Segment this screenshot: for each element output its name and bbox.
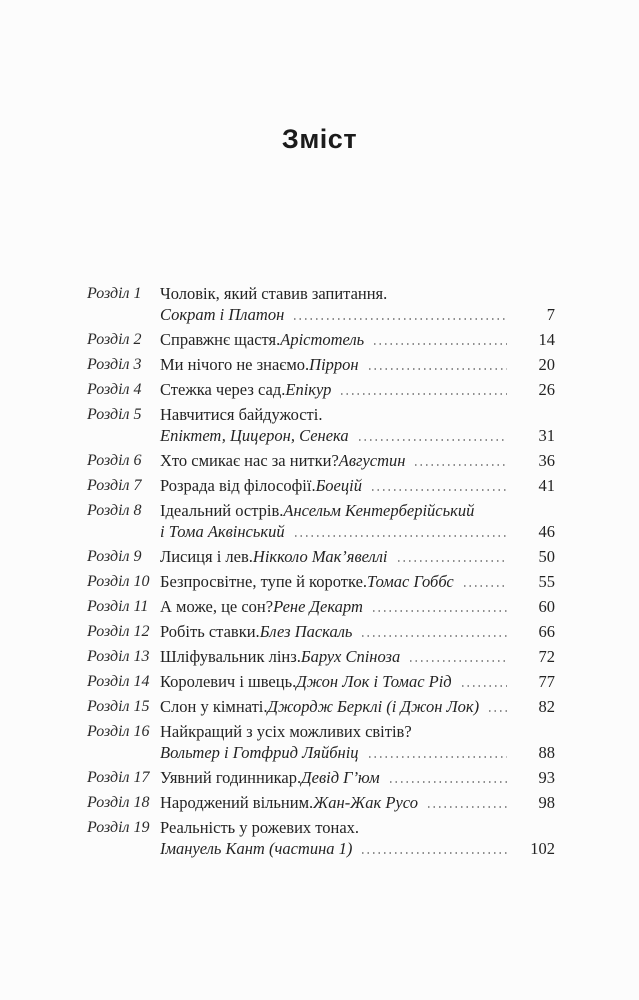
chapter-label: Розділ 19 [87,819,150,836]
toc-line [160,404,555,425]
toc-line [160,475,555,496]
toc-entry [87,721,555,763]
dotted-leader [462,685,507,687]
chapter-content [160,500,555,542]
page-number: 50 [538,547,555,566]
author-name: і Тома Аквінський [160,522,285,541]
chapter-title: Робіть ставки. [160,622,260,641]
chapter-title: Чоловік, який ставив запитання. [160,284,388,303]
chapter-content [160,721,555,763]
page-number: 77 [538,672,555,691]
toc-entry [87,329,555,350]
chapter-content [160,283,555,325]
chapter-label: Розділ 5 [87,406,142,423]
chapter-title: Королевич і швець. [160,672,297,691]
dotted-leader [369,368,507,370]
page-number: 60 [538,597,555,616]
page-number: 31 [538,426,555,445]
toc-entry [87,671,555,692]
toc-line [160,283,555,304]
page-number: 14 [538,330,555,349]
chapter-label: Розділ 6 [87,452,142,469]
chapter-label: Розділ 15 [87,698,150,715]
toc-line [160,546,555,567]
chapter-label: Розділ 17 [87,769,150,786]
chapter-content [160,546,555,567]
page-number: 98 [538,793,555,812]
chapter-label: Розділ 12 [87,623,150,640]
chapter-content [160,596,555,617]
chapter-title: Слон у кімнаті. [160,697,268,716]
toc-entry [87,500,555,542]
chapter-content [160,817,555,859]
author-name: Девід Г’юм [301,768,380,787]
chapter-title: Безпросвітне, тупе й коротке. [160,572,368,591]
toc-line [160,838,555,859]
chapter-content [160,767,555,788]
toc-line [160,767,555,788]
author-name: Піррон [309,355,359,374]
dotted-leader [489,710,507,712]
chapter-content [160,475,555,496]
chapter-title: Навчитися байдужості. [160,405,323,424]
chapter-title: Справжнє щастя. [160,330,281,349]
author-name: Рене Декарт [273,597,363,616]
chapter-label: Розділ 2 [87,331,142,348]
dotted-leader [374,343,507,345]
page-number: 41 [538,476,555,495]
author-name: Джон Лок і Томас Рід [296,672,452,691]
chapter-label: Розділ 13 [87,648,150,665]
dotted-leader [410,660,507,662]
toc-line [160,379,555,400]
toc-entry [87,817,555,859]
toc-entry [87,792,555,813]
chapter-content [160,404,555,446]
page-number: 7 [546,305,555,324]
chapter-content [160,792,555,813]
page-number: 93 [538,768,555,787]
author-name: Імануель Кант (частина 1) [160,839,353,858]
page-number: 82 [538,697,555,716]
chapter-title: Уявний годинникар. [160,768,302,787]
dotted-leader [398,560,507,562]
dotted-leader [295,535,507,537]
chapter-label: Розділ 7 [87,477,142,494]
chapter-title: Найкращий з усіх можливих світів? [160,722,412,741]
author-name: Блез Паскаль [259,622,353,641]
toc-entry [87,646,555,667]
chapter-title: Хто смикає нас за нитки? [160,451,339,470]
dotted-leader [428,806,507,808]
dotted-leader [390,781,507,783]
toc-entry [87,571,555,592]
dotted-leader [294,318,507,320]
chapter-title: Реальність у рожевих тонах. [160,818,360,837]
chapter-label: Розділ 10 [87,573,150,590]
author-name: Барух Спіноза [300,647,401,666]
dotted-leader [415,464,507,466]
author-name: Арістотель [280,330,365,349]
chapter-title: Ми нічого не знаємо. [160,355,310,374]
page-number: 46 [538,522,555,541]
toc-line [160,450,555,471]
author-name: Боецій [315,476,362,495]
toc-entry [87,621,555,642]
author-name: Епіктет, Цицерон, Сенека [160,426,349,445]
chapter-label: Розділ 4 [87,381,142,398]
toc-line [160,425,555,446]
dotted-leader [372,489,507,491]
toc-entry [87,404,555,446]
chapter-label: Розділ 3 [87,356,142,373]
dotted-leader [362,852,507,854]
author-name: Нікколо Мак’явеллі [252,547,388,566]
chapter-content [160,450,555,471]
toc-line [160,571,555,592]
chapter-label: Розділ 8 [87,502,142,519]
toc-entry [87,767,555,788]
chapter-title: Розрада від філософії. [160,476,316,495]
author-name: Августин [338,451,406,470]
dotted-leader [373,610,507,612]
toc-line [160,621,555,642]
toc-line [160,304,555,325]
toc-entry [87,450,555,471]
author-name: Томас Гоббс [367,572,454,591]
page-number: 102 [530,839,555,858]
toc-line [160,329,555,350]
toc-entry [87,546,555,567]
chapter-title: Шліфувальник лінз. [160,647,301,666]
chapter-label: Розділ 18 [87,794,150,811]
chapter-content [160,329,555,350]
chapter-content [160,646,555,667]
chapter-label: Розділ 11 [87,598,149,615]
chapter-label: Розділ 14 [87,673,150,690]
chapter-content [160,379,555,400]
dotted-leader [341,393,507,395]
chapter-content [160,696,555,717]
author-name: Епікур [285,380,332,399]
page-number: 72 [538,647,555,666]
author-name: Джордж Берклі (і Джон Лок) [267,697,480,716]
chapter-title: Народжений вільним. [160,793,314,812]
toc-line [160,354,555,375]
chapter-title: Стежка через сад. [160,380,286,399]
author-name: Вольтер і Готфрид Ляйбніц [160,743,359,762]
chapter-content [160,354,555,375]
chapter-title: Ідеальний острів. [160,501,284,520]
chapter-content [160,621,555,642]
toc-entry [87,696,555,717]
toc-line [160,721,555,742]
toc-line [160,500,555,521]
chapter-label: Розділ 1 [87,285,142,302]
toc-entry [87,354,555,375]
chapter-title: Лисиця і лев. [160,547,253,566]
page-number: 88 [538,743,555,762]
dotted-leader [464,585,507,587]
chapter-label: Розділ 9 [87,548,142,565]
author-name: Сократ і Платон [160,305,285,324]
dotted-leader [362,635,507,637]
author-name: Ансельм Кентерберійський [283,501,475,520]
toc-entry [87,596,555,617]
page-number: 36 [538,451,555,470]
page-number: 26 [538,380,555,399]
toc-line [160,646,555,667]
toc-entry [87,475,555,496]
toc-line [160,671,555,692]
toc-line [160,596,555,617]
page-number: 20 [538,355,555,374]
chapter-content [160,671,555,692]
toc-line [160,792,555,813]
chapter-title: А може, це сон? [160,597,274,616]
toc-line [160,696,555,717]
page-title: Зміст [281,124,358,154]
dotted-leader [369,756,507,758]
toc-line [160,742,555,763]
dotted-leader [359,439,507,441]
toc-list [87,283,555,859]
toc-line [160,817,555,838]
chapter-content [160,571,555,592]
toc-line [160,521,555,542]
author-name: Жан-Жак Русо [313,793,418,812]
page-number: 66 [538,622,555,641]
page-number: 55 [538,572,555,591]
toc-entry [87,379,555,400]
toc-entry [87,283,555,325]
chapter-label: Розділ 16 [87,723,150,740]
